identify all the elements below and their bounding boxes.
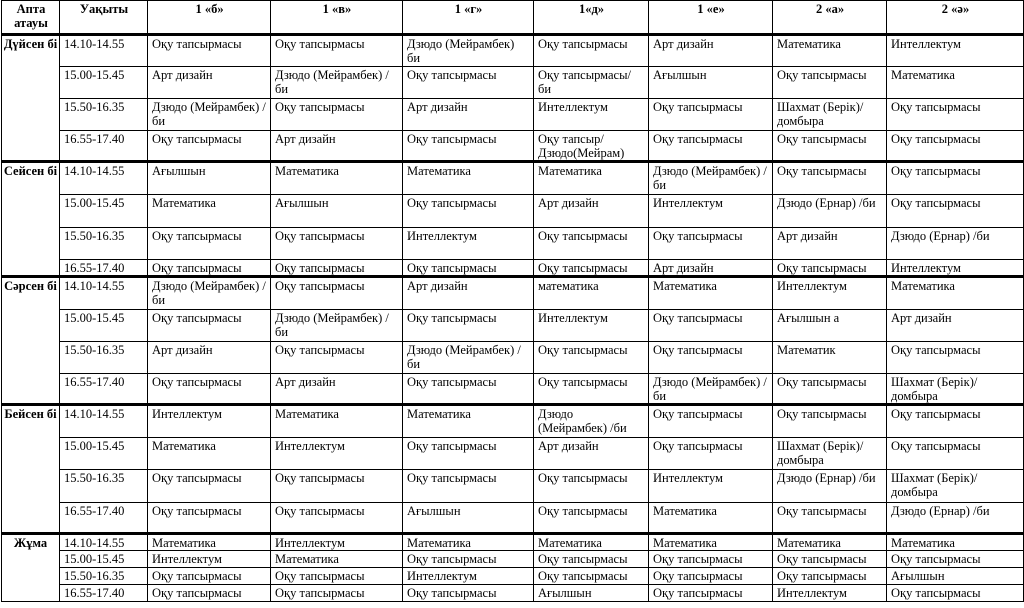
lesson-cell: Дзюдо (Ернар) /би — [773, 470, 887, 503]
header-class-2a: 2 «а» — [773, 1, 887, 35]
lesson-cell: Оқу тапсырмасы — [534, 551, 649, 568]
lesson-cell: Оқу тапсырмасы — [271, 260, 403, 277]
lesson-cell: Оқу тапсырмасы — [649, 99, 773, 131]
lesson-cell: Математика — [271, 162, 403, 195]
lesson-cell: Оқу тапсырмасы — [773, 503, 887, 534]
lesson-cell: Арт дизайн — [649, 260, 773, 277]
lesson-cell: Математика — [403, 534, 534, 551]
time-slot: 14.10-14.55 — [60, 405, 148, 438]
lesson-cell: Математика — [649, 534, 773, 551]
lesson-cell: Оқу тапсырмасы — [148, 35, 271, 67]
schedule-row — [2, 503, 1024, 534]
lesson-cell: Математика — [534, 534, 649, 551]
time-slot: 16.55-17.40 — [60, 374, 148, 405]
lesson-cell: Ағылшын — [649, 67, 773, 99]
lesson-cell: Ағылшын — [148, 162, 271, 195]
lesson-cell: Оқу тапсырмасы — [649, 585, 773, 602]
lesson-cell: Оқу тапсырмасы — [773, 374, 887, 405]
lesson-cell: Интеллектум — [773, 277, 887, 310]
lesson-cell: Оқу тапсырмасы — [271, 277, 403, 310]
day-name: Сәрсен бі — [2, 277, 60, 405]
lesson-cell: Арт дизайн — [403, 99, 534, 131]
lesson-cell: Дзюдо (Мейрамбек) /би — [649, 162, 773, 195]
lesson-cell: Оқу тапсырмасы — [773, 568, 887, 585]
lesson-cell: Оқу тапсырмасы — [271, 99, 403, 131]
lesson-cell: Оқу тапсырмасы — [887, 99, 1024, 131]
lesson-cell: Математика — [148, 195, 271, 228]
lesson-cell: Оқу тапсырмасы — [534, 470, 649, 503]
schedule-row — [2, 342, 1024, 374]
time-slot: 15.00-15.45 — [60, 195, 148, 228]
lesson-cell: Интеллектум — [773, 585, 887, 602]
lesson-cell: Оқу тапсырмасы — [271, 342, 403, 374]
lesson-cell: Оқу тапсырмасы — [271, 568, 403, 585]
lesson-cell: Оқу тапсырмасы — [403, 260, 534, 277]
lesson-cell: Оқу тапсырмасы — [649, 342, 773, 374]
lesson-cell: Ағылшын — [403, 503, 534, 534]
lesson-cell: Математика — [649, 503, 773, 534]
lesson-cell: Оқу тапсырмасы — [773, 551, 887, 568]
lesson-cell: Оқу тапсырмасы — [534, 260, 649, 277]
lesson-cell: Оқу тапсыр/ Дзюдо(Мейрам) — [534, 131, 649, 162]
day-name: Бейсен бі — [2, 405, 60, 534]
lesson-cell: Арт дизайн — [649, 35, 773, 67]
lesson-cell: Интеллектум — [887, 35, 1024, 67]
lesson-cell: Оқу тапсырмасы — [148, 374, 271, 405]
lesson-cell: Оқу тапсырмасы — [649, 310, 773, 342]
lesson-cell: Оқу тапсырмасы — [773, 260, 887, 277]
lesson-cell: Оқу тапсырмасы — [887, 405, 1024, 438]
lesson-cell: Оқу тапсырмасы — [773, 67, 887, 99]
lesson-cell: Дзюдо (Мейрамбек) /би — [148, 99, 271, 131]
schedule-row — [2, 568, 1024, 585]
lesson-cell: Оқу тапсырмасы — [148, 470, 271, 503]
schedule-row — [2, 99, 1024, 131]
lesson-cell: Оқу тапсырмасы — [403, 131, 534, 162]
lesson-cell: Оқу тапсырмасы — [887, 342, 1024, 374]
day-name: Дүйсен бі — [2, 35, 60, 162]
schedule-row — [2, 131, 1024, 162]
lesson-cell: Оқу тапсырмасы — [271, 470, 403, 503]
time-slot: 15.50-16.35 — [60, 99, 148, 131]
lesson-cell: Оқу тапсырмасы — [148, 260, 271, 277]
time-slot: 15.50-16.35 — [60, 228, 148, 260]
lesson-cell: Интеллектум — [403, 568, 534, 585]
header-class-1e: 1 «е» — [649, 1, 773, 35]
schedule-row — [2, 374, 1024, 405]
lesson-cell: Оқу тапсырмасы — [403, 310, 534, 342]
lesson-cell: Оқу тапсырмасы — [403, 195, 534, 228]
header-class-1b: 1 «б» — [148, 1, 271, 35]
lesson-cell: Математика — [403, 162, 534, 195]
lesson-cell: Арт дизайн — [271, 374, 403, 405]
schedule-row — [2, 162, 1024, 195]
lesson-cell: Интеллектум — [148, 551, 271, 568]
lesson-cell: Интеллектум — [271, 534, 403, 551]
time-slot: 14.10-14.55 — [60, 277, 148, 310]
lesson-cell: Оқу тапсырмасы — [148, 310, 271, 342]
time-slot: 15.50-16.35 — [60, 342, 148, 374]
lesson-cell: Оқу тапсырмасы — [403, 438, 534, 470]
time-slot: 15.00-15.45 — [60, 310, 148, 342]
lesson-cell: Оқу тапсырмасы — [148, 131, 271, 162]
lesson-cell: Математика — [148, 534, 271, 551]
lesson-cell: Оқу тапсырмасы — [534, 228, 649, 260]
lesson-cell: Оқу тапсырмасы — [534, 35, 649, 67]
lesson-cell: Дзюдо (Мейрамбек) /би — [271, 67, 403, 99]
lesson-cell: Оқу тапсырмасы — [403, 67, 534, 99]
time-slot: 16.55-17.40 — [60, 503, 148, 534]
lesson-cell: Дзюдо (Ернар) /би — [887, 503, 1024, 534]
schedule-row — [2, 228, 1024, 260]
header-class-1v: 1 «в» — [271, 1, 403, 35]
time-slot: 15.00-15.45 — [60, 67, 148, 99]
time-slot: 14.10-14.55 — [60, 162, 148, 195]
lesson-cell: Оқу тапсырмасы — [887, 551, 1024, 568]
lesson-cell: Математика — [773, 534, 887, 551]
lesson-cell: математика — [534, 277, 649, 310]
header-day: Апта атауы — [2, 1, 60, 35]
lesson-cell: Интеллектум — [887, 260, 1024, 277]
lesson-cell: Ағылшын — [271, 195, 403, 228]
time-slot: 15.00-15.45 — [60, 551, 148, 568]
lesson-cell: Шахмат (Берік)/ домбыра — [887, 470, 1024, 503]
lesson-cell: Оқу тапсырмасы — [148, 568, 271, 585]
lesson-cell: Арт дизайн — [773, 228, 887, 260]
lesson-cell: Оқу тапсырмасы — [271, 585, 403, 602]
lesson-cell: Интеллектум — [534, 310, 649, 342]
schedule-row — [2, 585, 1024, 602]
schedule-row — [2, 534, 1024, 551]
lesson-cell: Дзюдо (Мейрамбек) /би — [649, 374, 773, 405]
lesson-cell: Интеллектум — [403, 228, 534, 260]
schedule-row — [2, 277, 1024, 310]
lesson-cell: Ағылшын а — [773, 310, 887, 342]
schedule-table — [1, 0, 1024, 602]
lesson-cell: Математика — [887, 277, 1024, 310]
lesson-cell: Оқу тапсырмасы — [403, 585, 534, 602]
lesson-cell: Математика — [271, 551, 403, 568]
lesson-cell: Интеллектум — [271, 438, 403, 470]
lesson-cell: Математика — [887, 67, 1024, 99]
lesson-cell: Оқу тапсырмасы — [887, 438, 1024, 470]
lesson-cell: Оқу тапсырмасы — [773, 131, 887, 162]
lesson-cell: Оқу тапсырмасы — [403, 374, 534, 405]
time-slot: 14.10-14.55 — [60, 35, 148, 67]
schedule-row — [2, 310, 1024, 342]
lesson-cell: Шахмат (Берік)/ домбыра — [773, 438, 887, 470]
lesson-cell: Дзюдо (Мейрамбек) би — [403, 35, 534, 67]
lesson-cell: Арт дизайн — [403, 277, 534, 310]
time-slot: 15.50-16.35 — [60, 568, 148, 585]
lesson-cell: Математика — [887, 534, 1024, 551]
lesson-cell: Оқу тапсырмасы — [649, 228, 773, 260]
lesson-cell: Оқу тапсырмасы — [534, 568, 649, 585]
lesson-cell: Шахмат (Берік)/ домбыра — [773, 99, 887, 131]
lesson-cell: Оқу тапсырмасы — [534, 342, 649, 374]
lesson-cell: Математика — [271, 405, 403, 438]
lesson-cell: Математика — [403, 405, 534, 438]
lesson-cell: Оқу тапсырмасы — [887, 131, 1024, 162]
lesson-cell: Арт дизайн — [887, 310, 1024, 342]
lesson-cell: Арт дизайн — [148, 67, 271, 99]
lesson-cell: Арт дизайн — [534, 195, 649, 228]
time-slot: 15.00-15.45 — [60, 438, 148, 470]
lesson-cell: Дзюдо (Мейрамбек) /би — [534, 405, 649, 438]
lesson-cell: Ағылшын — [534, 585, 649, 602]
lesson-cell: Оқу тапсырмасы — [649, 405, 773, 438]
lesson-cell: Оқу тапсырмасы — [887, 195, 1024, 228]
lesson-cell: Оқу тапсырмасы — [534, 374, 649, 405]
schedule-row — [2, 260, 1024, 277]
lesson-cell: Интеллектум — [148, 405, 271, 438]
lesson-cell: Интеллектум — [649, 195, 773, 228]
lesson-cell: Математика — [148, 438, 271, 470]
lesson-cell: Дзюдо (Ернар) /би — [773, 195, 887, 228]
lesson-cell: Оқу тапсырмасы — [534, 503, 649, 534]
lesson-cell: Интеллектум — [534, 99, 649, 131]
header-row — [2, 1, 1024, 35]
lesson-cell: Оқу тапсырмасы — [773, 405, 887, 438]
lesson-cell: Ағылшын — [887, 568, 1024, 585]
lesson-cell: Шахмат (Берік)/ домбыра — [887, 374, 1024, 405]
header-class-1d: 1«д» — [534, 1, 649, 35]
lesson-cell: Дзюдо (Мейрамбек) /би — [148, 277, 271, 310]
lesson-cell: Оқу тапсырмасы — [148, 503, 271, 534]
time-slot: 16.55-17.40 — [60, 260, 148, 277]
header-class-2ae: 2 «ә» — [887, 1, 1024, 35]
lesson-cell: Математика — [773, 35, 887, 67]
time-slot: 16.55-17.40 — [60, 131, 148, 162]
day-name: Сейсен бі — [2, 162, 60, 277]
schedule-row — [2, 405, 1024, 438]
lesson-cell: Оқу тапсырмасы — [271, 35, 403, 67]
lesson-cell: Математика — [534, 162, 649, 195]
lesson-cell: Арт дизайн — [534, 438, 649, 470]
schedule-row — [2, 195, 1024, 228]
lesson-cell: Оқу тапсырмасы — [271, 503, 403, 534]
header-time: Уақыты — [60, 1, 148, 35]
schedule-row — [2, 438, 1024, 470]
lesson-cell: Математик — [773, 342, 887, 374]
time-slot: 15.50-16.35 — [60, 470, 148, 503]
time-slot: 14.10-14.55 — [60, 534, 148, 551]
lesson-cell: Оқу тапсырмасы — [271, 228, 403, 260]
time-slot: 16.55-17.40 — [60, 585, 148, 602]
lesson-cell: Оқу тапсырмасы/ би — [534, 67, 649, 99]
day-name: Жұма — [2, 534, 60, 602]
lesson-cell: Оқу тапсырмасы — [649, 568, 773, 585]
header-class-1g: 1 «г» — [403, 1, 534, 35]
lesson-cell: Оқу тапсырмасы — [649, 131, 773, 162]
lesson-cell: Оқу тапсырмасы — [148, 585, 271, 602]
lesson-cell: Арт дизайн — [271, 131, 403, 162]
lesson-cell: Оқу тапсырмасы — [773, 162, 887, 195]
lesson-cell: Дзюдо (Мейрамбек) /би — [271, 310, 403, 342]
schedule-row — [2, 551, 1024, 568]
lesson-cell: Оқу тапсырмасы — [403, 470, 534, 503]
lesson-cell: Арт дизайн — [148, 342, 271, 374]
lesson-cell: Математика — [649, 277, 773, 310]
lesson-cell: Оқу тапсырмасы — [887, 162, 1024, 195]
lesson-cell: Дзюдо (Ернар) /би — [887, 228, 1024, 260]
lesson-cell: Оқу тапсырмасы — [887, 585, 1024, 602]
lesson-cell: Оқу тапсырмасы — [148, 228, 271, 260]
lesson-cell: Оқу тапсырмасы — [649, 438, 773, 470]
schedule-row — [2, 470, 1024, 503]
lesson-cell: Оқу тапсырмасы — [403, 551, 534, 568]
schedule-row — [2, 67, 1024, 99]
lesson-cell: Оқу тапсырмасы — [649, 551, 773, 568]
lesson-cell: Дзюдо (Мейрамбек) /би — [403, 342, 534, 374]
schedule-row — [2, 35, 1024, 67]
lesson-cell: Интеллектум — [649, 470, 773, 503]
